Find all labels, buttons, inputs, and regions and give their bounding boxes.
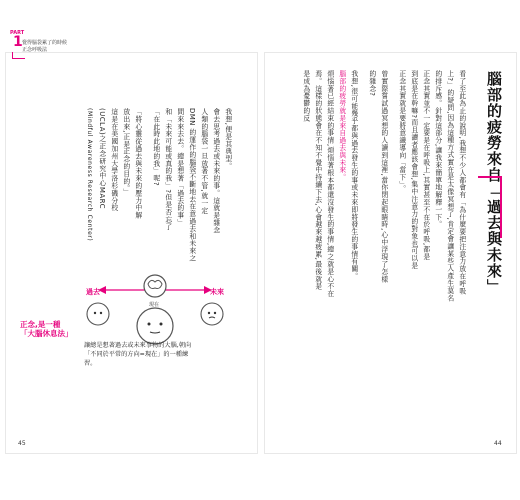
now-label: 現在 — [149, 302, 160, 308]
right-col-3: 的排斥感。針對這部分,讓我來簡單地解釋一下。 — [433, 70, 442, 229]
title-bracket-decoration — [478, 176, 502, 238]
part-label: PART — [10, 30, 25, 36]
right-col-9: 我想,很可能幾乎都與過去發生的事或未來即將發生的事情有關。 — [349, 70, 358, 280]
right-col-2: 上?」的疑問,因為這種方式實在是太像冥想了,肯定會讓某些人產生莫名 — [445, 70, 454, 302]
left-col-1: 我想,便是其典型。 — [223, 108, 232, 170]
right-col-5: 到底是在幹嘛?而且讀者應該會想,集中注意力的對象也可以是 — [409, 70, 418, 270]
caption-title: 正念,是一種「大腦休息法」 — [20, 320, 73, 338]
left-col-10: 這是在美國加州大學洛杉磯分校 — [109, 108, 118, 212]
caption-text: 讓總是想著過去或未來事物的大腦,朝向「不同於平常的方向=現在」的一種練習。 — [84, 342, 192, 367]
page-number-right: 44 — [494, 440, 502, 447]
left-col-7: 「在此時此地的我」呢? — [151, 108, 160, 187]
right-col-4: 正念其實並不一定要是在呼吸上,其實甚至不在於呼吸,都是 — [421, 70, 430, 261]
left-col-9: 放出來,正是正念的目的。」 — [121, 108, 130, 197]
left-col-12: (Mindful Awareness Research Center) — [85, 108, 93, 242]
past-label: 過去 — [86, 288, 100, 296]
left-col-8: 「將心靈從過去與未來的壓力中解 — [133, 108, 142, 219]
part-title-line1: 覺得腦袋累了的時候 — [22, 40, 68, 46]
page-number-left: 45 — [18, 440, 26, 447]
part-title — [22, 40, 67, 54]
left-col-5: 間來來去去。總是想著「過去的事」 — [175, 108, 184, 227]
right-col-1: 看了至此為止的說明,我想不少人都會有「為什麼要把注意力放在呼吸 — [457, 70, 466, 295]
part-title-line2: 正念呼吸法 — [22, 47, 48, 53]
right-col-13: 是成為憂鬱的反 — [301, 70, 310, 122]
right-col-12: 焉。這樣的狀態會在不知不覺中持續下去,心會越來越疲累,最後就是 — [313, 70, 322, 291]
left-col-4: DMN 的運作的腦袋不斷地去在意過去和未來之 — [187, 108, 196, 262]
right-col-7: 曾實際嘗試過冥想的人讀到這裡,當你閉起眼睛時,心中浮現了怎樣 — [379, 70, 388, 283]
left-col-2: 會去思考過去或未來的事。這就是雜念 — [211, 108, 220, 234]
left-col-11: (UCLA)之正念研究中心MARC — [97, 108, 106, 210]
right-col-8: 的雜念? — [367, 70, 376, 97]
right-col-10-highlight: 腦部的疲勞就是來自過去與未來。 — [337, 70, 346, 181]
part-number: 1 — [13, 34, 23, 50]
right-col-6: 正念其實就是要將意識導向「當下」。 — [397, 70, 406, 193]
left-col-6: 和「未來可能或真的我」?但是否忘了 — [163, 108, 172, 231]
left-col-3: 人類的腦袋一旦放著不管,就一定 — [199, 108, 208, 215]
right-col-11: 煩惱著已經結束的事情,煩惱著根本都還沒發生的事情,總之就是心不在 — [325, 70, 334, 298]
future-label: 未來 — [210, 288, 224, 296]
chapter-title: 腦部的疲勞來自「過去與未來」 — [485, 71, 503, 295]
